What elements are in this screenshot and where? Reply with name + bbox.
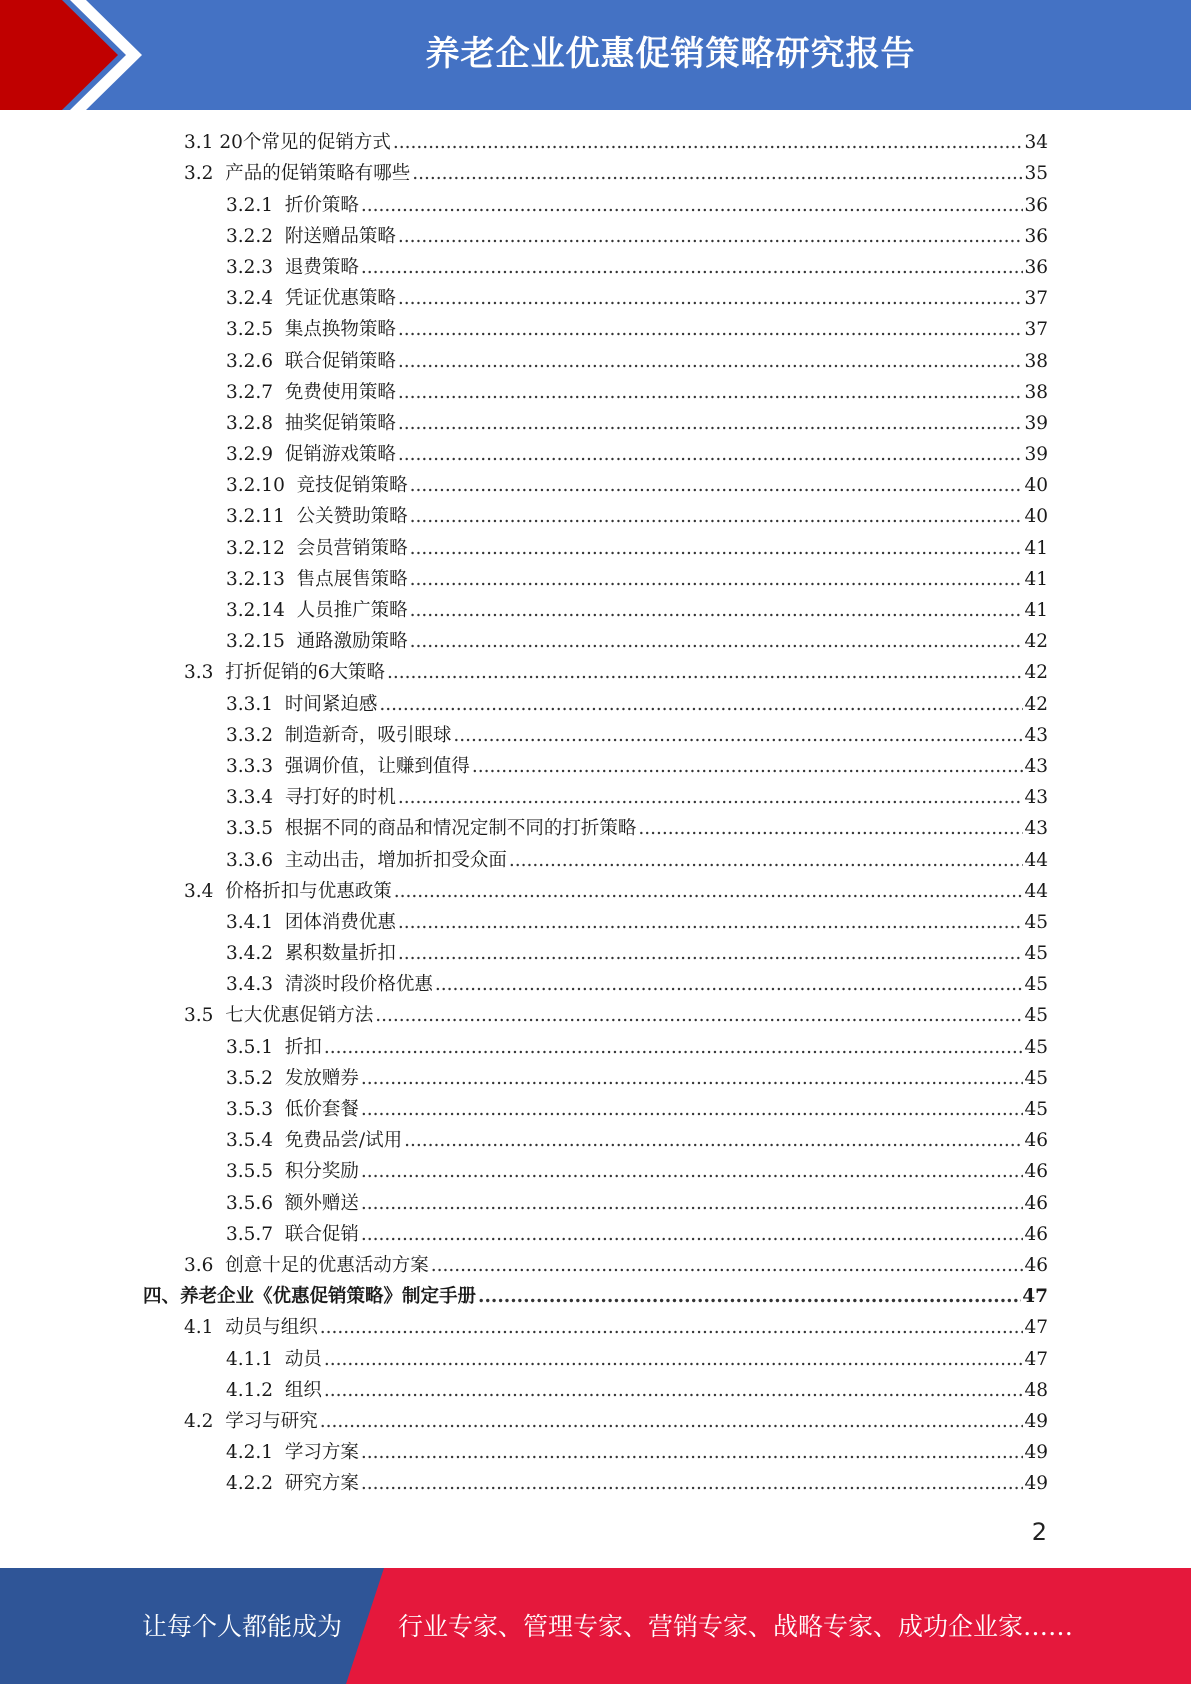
toc-entry-label: 凭证优惠策略 [284, 288, 396, 310]
toc-entry[interactable] [0, 1000, 1191, 1031]
toc-dot-leader [361, 1473, 1024, 1495]
toc-dot-leader [379, 694, 1023, 716]
toc-entry-number: 3.4.1 [226, 911, 285, 933]
toc-entry-label: 联合促销策略 [284, 350, 396, 372]
toc-entry-label: 折价策略 [284, 194, 359, 216]
toc-entry-number: 3.2.15 [226, 631, 297, 653]
toc-entry-number: 3.2.8 [226, 412, 285, 434]
toc-entry[interactable] [0, 1250, 1191, 1281]
toc-entry[interactable] [0, 158, 1191, 189]
toc-entry-label: 产品的促销策略有哪些 [225, 163, 411, 185]
toc-entry[interactable] [0, 1312, 1191, 1343]
toc-entry-label: 免费使用策略 [284, 381, 396, 403]
toc-entry-page: 44 [1024, 849, 1048, 871]
toc-entry[interactable] [0, 813, 1191, 844]
toc-entry-number: 3.6 [184, 1254, 226, 1276]
toc-entry-number: 3.5.1 [226, 1036, 285, 1058]
toc-entry-number: 3.2.11 [226, 506, 297, 528]
toc-dot-leader [375, 1005, 1023, 1027]
toc-entry[interactable] [0, 439, 1191, 470]
toc-entry-page: 46 [1024, 1161, 1048, 1183]
toc-entry-page: 37 [1024, 288, 1048, 310]
toc-dot-leader [394, 881, 1024, 903]
toc-entry-label: 额外赠送 [284, 1192, 359, 1214]
toc-entry-number: 4.1.1 [226, 1348, 285, 1370]
toc-entry-label: 清淡时段价格优惠 [284, 974, 433, 996]
toc-entry[interactable] [0, 127, 1191, 158]
toc-entry-page: 45 [1024, 1099, 1048, 1120]
toc-entry-page: 45 [1024, 1005, 1048, 1027]
toc-dot-leader [398, 413, 1024, 435]
toc-dot-leader [361, 1442, 1024, 1464]
toc-dot-leader [398, 319, 1024, 341]
toc-entry-label: 寻打好的时机 [284, 787, 396, 809]
toc-dot-leader [410, 631, 1024, 653]
toc-entry[interactable] [0, 844, 1191, 875]
toc-dot-leader [361, 195, 1024, 217]
toc-entry-page: 40 [1024, 506, 1048, 528]
toc-entry-number: 3.4.3 [226, 974, 285, 996]
toc-dot-leader [412, 163, 1023, 185]
toc-entry-page: 38 [1024, 381, 1048, 403]
toc-entry-page: 44 [1024, 880, 1048, 902]
toc-entry-page: 49 [1024, 1442, 1048, 1464]
toc-entry-number: 3.2.2 [226, 225, 285, 247]
toc-dot-leader [509, 850, 1024, 872]
toc-entry-number: 4.1 [184, 1317, 226, 1339]
toc-entry-label: 时间紧迫感 [284, 693, 378, 715]
toc-entry-label: 累积数量折扣 [284, 943, 396, 965]
toc-entry[interactable] [0, 221, 1191, 252]
toc-entry-label: 打折促销的6大策略 [225, 662, 385, 684]
toc-entry-number: 3.3.3 [226, 755, 285, 777]
page-header [0, 0, 1191, 110]
toc-dot-leader [404, 1130, 1023, 1152]
toc-entry[interactable] [0, 1063, 1191, 1094]
toc-entry[interactable] [0, 408, 1191, 439]
toc-entry-label: 抽奖促销策略 [284, 412, 396, 434]
toc-entry[interactable] [0, 1156, 1191, 1187]
toc-entry-label: 通路激励策略 [296, 631, 408, 653]
toc-entry-number: 3.5 [184, 1005, 226, 1027]
toc-entry-page: 49 [1024, 1410, 1048, 1432]
toc-dot-leader [393, 132, 1024, 154]
toc-dot-leader [398, 226, 1024, 248]
toc-entry-number: 3.2.3 [226, 256, 285, 278]
toc-entry-label: 研究方案 [284, 1473, 359, 1495]
toc-entry-page: 41 [1024, 600, 1048, 621]
toc-dot-leader [324, 1380, 1024, 1402]
table-of-contents [0, 127, 1191, 1499]
toc-entry-number: 3.5.6 [226, 1192, 285, 1214]
toc-entry-page: 35 [1024, 163, 1048, 185]
red-chevron-decoration [0, 0, 150, 110]
toc-entry-number: 3.5.7 [226, 1223, 285, 1245]
toc-entry-label: 四、养老企业《优惠促销策略》制定手册 [143, 1286, 477, 1308]
toc-entry-label: 学习方案 [284, 1442, 359, 1464]
toc-entry[interactable] [0, 501, 1191, 532]
toc-dot-leader [638, 818, 1023, 840]
toc-entry-number: 4.2 [184, 1410, 226, 1432]
toc-dot-leader [478, 1286, 1021, 1308]
toc-entry[interactable] [0, 1031, 1191, 1062]
toc-entry-label: 集点换物策略 [284, 319, 396, 341]
toc-entry-page: 43 [1024, 787, 1048, 809]
toc-dot-leader [398, 288, 1024, 310]
toc-entry-number: 3.2.13 [226, 568, 297, 590]
footer-slogan-left: 让每个人都能成为 [142, 1612, 343, 1641]
toc-dot-leader [361, 1099, 1024, 1121]
toc-entry-number: 3.1 [184, 132, 220, 154]
toc-entry-number: 3.2.14 [226, 600, 297, 621]
toc-entry[interactable] [0, 1187, 1191, 1218]
toc-entry-page: 43 [1024, 755, 1048, 777]
toc-entry-label: 制造新奇，吸引眼球 [284, 724, 452, 746]
toc-entry-number: 3.3.1 [226, 693, 285, 715]
toc-entry-page: 41 [1024, 568, 1048, 590]
toc-entry-number: 3.5.5 [226, 1161, 285, 1183]
toc-dot-leader [410, 600, 1024, 622]
toc-entry-label: 学习与研究 [225, 1410, 318, 1432]
toc-entry[interactable] [0, 969, 1191, 1000]
toc-entry-number: 3.2.10 [226, 475, 297, 497]
toc-dot-leader [320, 1411, 1024, 1433]
toc-entry[interactable] [0, 532, 1191, 563]
toc-entry-page: 36 [1024, 256, 1048, 278]
toc-entry-page: 45 [1024, 974, 1048, 996]
toc-entry-page: 42 [1024, 662, 1048, 684]
toc-entry[interactable] [0, 657, 1191, 688]
toc-entry-label: 价格折扣与优惠政策 [225, 880, 392, 902]
toc-entry-label: 联合促销 [284, 1223, 359, 1245]
toc-entry-number: 3.2.12 [226, 537, 297, 559]
toc-entry-number: 3.2.5 [226, 319, 285, 341]
toc-entry-label: 团体消费优惠 [284, 911, 396, 933]
toc-entry-page: 36 [1024, 194, 1048, 216]
toc-entry-number: 4.2.1 [226, 1442, 285, 1464]
toc-entry-page: 37 [1024, 319, 1048, 341]
toc-dot-leader [435, 974, 1024, 996]
toc-dot-leader [361, 1068, 1024, 1090]
toc-entry[interactable] [0, 470, 1191, 501]
toc-entry-page: 42 [1024, 631, 1048, 653]
toc-entry-label: 促销游戏策略 [284, 444, 396, 466]
footer-slogan-right: 行业专家、管理专家、营销专家、战略专家、成功企业家…… [398, 1612, 1074, 1641]
toc-entry-number: 3.4.2 [226, 943, 285, 965]
toc-dot-leader [410, 475, 1024, 497]
toc-entry-label: 主动出击，增加折扣受众面 [284, 849, 507, 871]
toc-dot-leader [324, 1349, 1024, 1371]
toc-entry[interactable] [0, 626, 1191, 657]
toc-entry[interactable] [0, 377, 1191, 408]
toc-entry-number: 3.3 [184, 662, 226, 684]
toc-entry-number: 3.2.6 [226, 350, 285, 372]
toc-entry-page: 40 [1024, 475, 1048, 497]
toc-entry-page: 47 [1024, 1317, 1048, 1339]
toc-entry-page: 45 [1024, 1036, 1048, 1058]
toc-dot-leader [398, 351, 1024, 373]
toc-entry-label: 20个常见的促销方式 [219, 132, 391, 154]
toc-entry[interactable] [0, 283, 1191, 314]
toc-entry[interactable] [0, 1437, 1191, 1468]
toc-entry-page: 36 [1024, 225, 1048, 247]
toc-entry-label: 低价套餐 [284, 1099, 359, 1120]
toc-entry-page: 46 [1024, 1192, 1048, 1214]
toc-entry[interactable] [0, 252, 1191, 283]
toc-entry[interactable] [0, 1343, 1191, 1374]
toc-entry-number: 3.2.7 [226, 381, 285, 403]
toc-entry-label: 会员营销策略 [296, 537, 408, 559]
toc-entry-number: 3.3.6 [226, 849, 285, 871]
toc-entry[interactable] [0, 189, 1191, 220]
toc-entry[interactable] [0, 782, 1191, 813]
report-title: 养老企业优惠促销策略研究报告 [425, 34, 916, 74]
toc-entry[interactable] [0, 1219, 1191, 1250]
toc-entry-page: 43 [1024, 818, 1048, 840]
toc-dot-leader [320, 1317, 1024, 1339]
toc-entry-number: 3.3.4 [226, 787, 285, 809]
toc-dot-leader [410, 538, 1024, 560]
toc-dot-leader [398, 943, 1024, 965]
toc-dot-leader [431, 1255, 1024, 1277]
toc-entry-page: 39 [1024, 444, 1048, 466]
toc-dot-leader [398, 382, 1024, 404]
toc-entry-page: 38 [1024, 350, 1048, 372]
toc-entry[interactable] [0, 1375, 1191, 1406]
toc-entry[interactable] [0, 1094, 1191, 1125]
toc-entry[interactable] [0, 720, 1191, 751]
toc-entry[interactable] [0, 564, 1191, 595]
toc-entry-page: 46 [1024, 1223, 1048, 1245]
toc-entry[interactable] [0, 1125, 1191, 1156]
toc-entry-number: 3.2.9 [226, 444, 285, 466]
toc-entry-label: 公关赞助策略 [296, 506, 408, 528]
toc-dot-leader [361, 1193, 1024, 1215]
toc-entry[interactable] [0, 345, 1191, 376]
toc-entry-number: 3.2.4 [226, 288, 285, 310]
page-footer [0, 1568, 1191, 1684]
toc-entry-number: 3.3.5 [226, 818, 285, 840]
toc-entry-label: 退费策略 [284, 256, 359, 278]
toc-entry-page: 39 [1024, 412, 1048, 434]
toc-entry-page: 42 [1024, 693, 1048, 715]
toc-entry-page: 43 [1024, 724, 1048, 746]
toc-entry[interactable] [0, 1406, 1191, 1437]
toc-entry[interactable] [0, 876, 1191, 907]
toc-entry-number: 3.2 [184, 163, 226, 185]
toc-entry[interactable] [0, 1281, 1191, 1312]
toc-entry-label: 人员推广策略 [296, 600, 408, 621]
toc-entry[interactable] [0, 1468, 1191, 1499]
toc-entry-label: 七大优惠促销方法 [225, 1005, 374, 1027]
toc-entry-number: 3.5.2 [226, 1067, 285, 1089]
toc-dot-leader [324, 1037, 1024, 1059]
toc-entry-label: 附送赠品策略 [284, 225, 396, 247]
toc-entry-label: 根据不同的商品和情况定制不同的打折策略 [284, 818, 637, 840]
toc-entry-label: 折扣 [284, 1036, 322, 1058]
toc-entry-label: 售点展售策略 [296, 568, 408, 590]
toc-entry-label: 创意十足的优惠活动方案 [225, 1254, 429, 1276]
toc-dot-leader [453, 725, 1023, 747]
toc-entry-page: 46 [1024, 1254, 1048, 1276]
toc-entry-page: 48 [1024, 1379, 1048, 1401]
toc-entry-label: 积分奖励 [284, 1161, 359, 1183]
toc-entry-number: 4.1.2 [226, 1379, 285, 1401]
toc-dot-leader [410, 569, 1024, 591]
toc-dot-leader [361, 257, 1024, 279]
toc-dot-leader [472, 756, 1024, 778]
toc-entry-label: 组织 [284, 1379, 322, 1401]
toc-entry-page: 47 [1024, 1348, 1048, 1370]
toc-entry-page: 45 [1024, 1067, 1048, 1089]
toc-entry[interactable] [0, 595, 1191, 626]
toc-entry[interactable] [0, 907, 1191, 938]
toc-dot-leader [361, 1224, 1024, 1246]
toc-entry-page: 34 [1024, 132, 1048, 154]
toc-entry[interactable] [0, 938, 1191, 969]
toc-entry-label: 强调价值，让赚到值得 [284, 755, 470, 777]
toc-dot-leader [387, 662, 1023, 684]
toc-entry-label: 发放赠券 [284, 1067, 359, 1089]
toc-entry-page: 47 [1022, 1286, 1048, 1308]
toc-entry-page: 41 [1024, 537, 1048, 559]
toc-entry-page: 45 [1024, 911, 1048, 933]
toc-entry-label: 动员与组织 [225, 1317, 318, 1339]
toc-entry-number: 3.3.2 [226, 724, 285, 746]
toc-dot-leader [398, 444, 1024, 466]
toc-entry[interactable] [0, 314, 1191, 345]
toc-dot-leader [361, 1161, 1024, 1183]
toc-entry[interactable] [0, 751, 1191, 782]
toc-entry-page: 45 [1024, 943, 1048, 965]
toc-entry-page: 46 [1024, 1130, 1048, 1152]
toc-entry-number: 3.4 [184, 880, 226, 902]
toc-entry[interactable] [0, 688, 1191, 719]
toc-entry-label: 竞技促销策略 [296, 475, 408, 497]
toc-entry-label: 动员 [284, 1348, 322, 1370]
toc-dot-leader [398, 787, 1024, 809]
toc-entry-number: 3.2.1 [226, 194, 285, 216]
toc-entry-page: 49 [1024, 1473, 1048, 1495]
toc-entry-number: 4.2.2 [226, 1473, 285, 1495]
page-number: 2 [1031, 1518, 1047, 1546]
toc-dot-leader [398, 912, 1024, 934]
toc-entry-label: 免费品尝/试用 [284, 1130, 403, 1152]
toc-entry-number: 3.5.4 [226, 1130, 285, 1152]
toc-entry-number: 3.5.3 [226, 1099, 285, 1120]
toc-dot-leader [410, 506, 1024, 528]
